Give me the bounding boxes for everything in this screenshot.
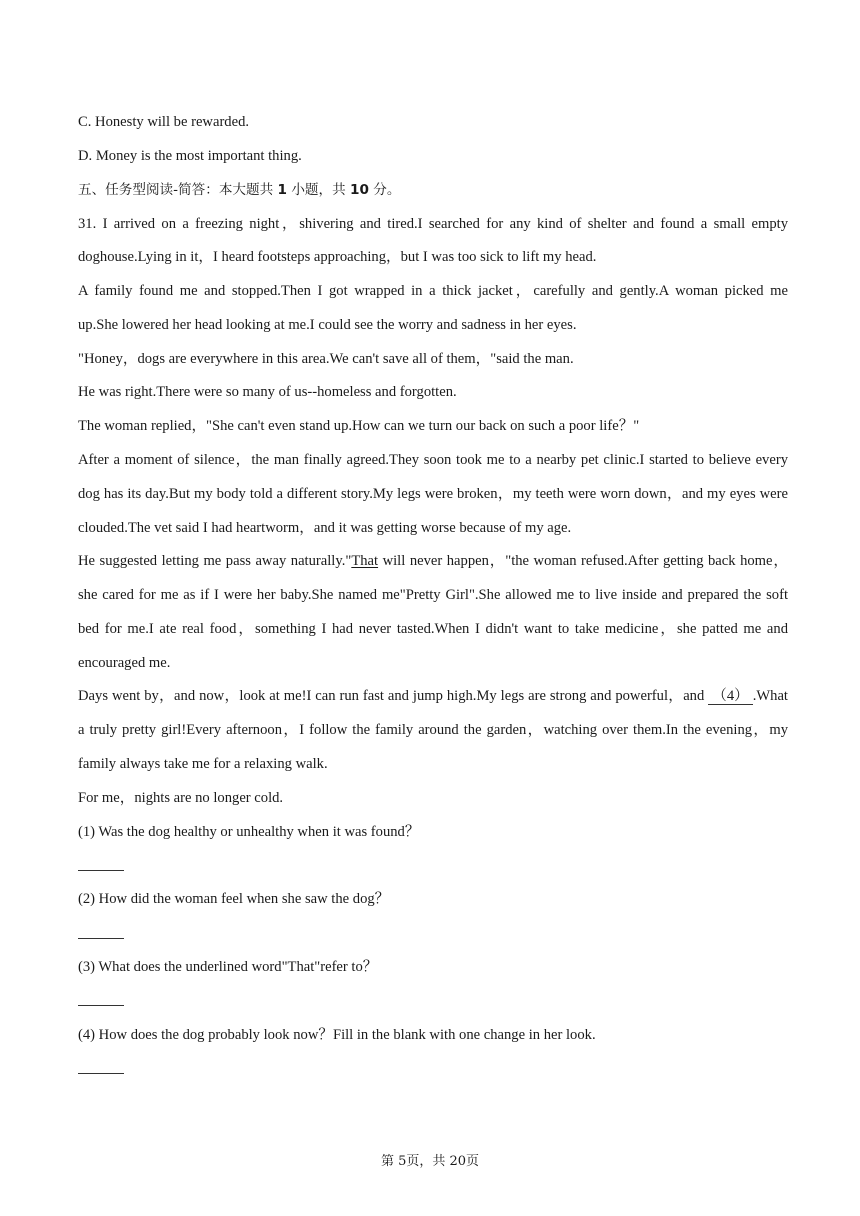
passage-text: will never happen，"the woman refused.After getting back home，: [378, 553, 788, 569]
question-1: (1) Was the dog healthy or unhealthy when it was found？: [78, 824, 420, 840]
passage-text: Days went by，and now，look at me!I can run fast and jump high.My legs are strong and powerful，and: [78, 688, 709, 704]
passage-line-with-blank: [78, 686, 788, 706]
passage-line: a truly pretty girl!Every afternoon，I follow the family around the garden，watching over them.In the evening，my: [78, 722, 788, 738]
answer-line-2[interactable]: [78, 938, 124, 939]
passage-line: she cared for me as if I were her baby.She named me"Pretty Girl".She allowed me to live inside and prepared the soft: [78, 587, 788, 603]
passage-line: family always take me for a relaxing walk.: [78, 756, 328, 772]
section-heading: [78, 180, 788, 200]
passage-line: "Honey，dogs are everywhere in this area.We can't save all of them，"said the man.: [78, 351, 574, 367]
passage-line: up.She lowered her head looking at me.I could see the worry and sadness in her eyes.: [78, 317, 577, 333]
option-d: D. Money is the most important thing.: [78, 148, 302, 164]
question-3: (3) What does the underlined word"That"refer to？: [78, 959, 378, 975]
section-score: 10: [350, 182, 369, 198]
passage-line: After a moment of silence，the man finally agreed.They soon took me to a nearby pet clinic.I started to believe every: [78, 452, 788, 468]
passage-line: He was right.There were so many of us--homeless and forgotten.: [78, 384, 457, 400]
passage-line: The woman replied，"She can't even stand up.How can we turn our back on such a poor life？": [78, 418, 640, 434]
question-4: (4) How does the dog probably look now？Fill in the blank with one change in her look.: [78, 1027, 596, 1043]
passage-line: bed for me.I ate real food，something I had never tasted.When I didn't want to take medicine，she patted me and: [78, 621, 788, 637]
passage-line: 31. I arrived on a freezing night，shivering and tired.I searched for any kind of shelter and found a small empty: [78, 216, 788, 232]
answer-line-3[interactable]: [78, 1005, 124, 1006]
passage-text: .What: [752, 688, 788, 704]
section-heading-suffix: 分。: [373, 182, 401, 198]
underlined-word: That: [351, 553, 379, 569]
passage-text: He suggested letting me pass away naturally.": [78, 553, 352, 569]
answer-blank-4[interactable]: （4）: [708, 688, 753, 705]
answer-line-4[interactable]: [78, 1073, 124, 1074]
answer-line-1[interactable]: [78, 870, 124, 871]
passage-line: For me，nights are no longer cold.: [78, 790, 284, 806]
page-footer: 第 5页，共 20页: [380, 1154, 480, 1169]
section-question-count: 1: [277, 182, 288, 198]
passage-line: A family found me and stopped.Then I got wrapped in a thick jacket，carefully and gently.A woman picked me: [78, 283, 788, 299]
question-2: (2) How did the woman feel when she saw the dog？: [78, 891, 390, 907]
passage-line: clouded.The vet said I had heartworm，and it was getting worse because of my age.: [78, 520, 572, 536]
section-heading-middle: 小题，共: [291, 182, 346, 198]
passage-line: doghouse.Lying in it，I heard footsteps approaching，but I was too sick to lift my head.: [78, 249, 597, 265]
option-c: C. Honesty will be rewarded.: [78, 114, 250, 130]
passage-line: dog has its day.But my body told a different story.My legs were broken，my teeth were worn down，and my eyes were: [78, 486, 788, 502]
section-heading-prefix: 五、任务型阅读-简答：本大题共: [78, 182, 274, 198]
passage-line-with-underline: [78, 551, 788, 571]
passage-line: encouraged me.: [78, 655, 171, 671]
